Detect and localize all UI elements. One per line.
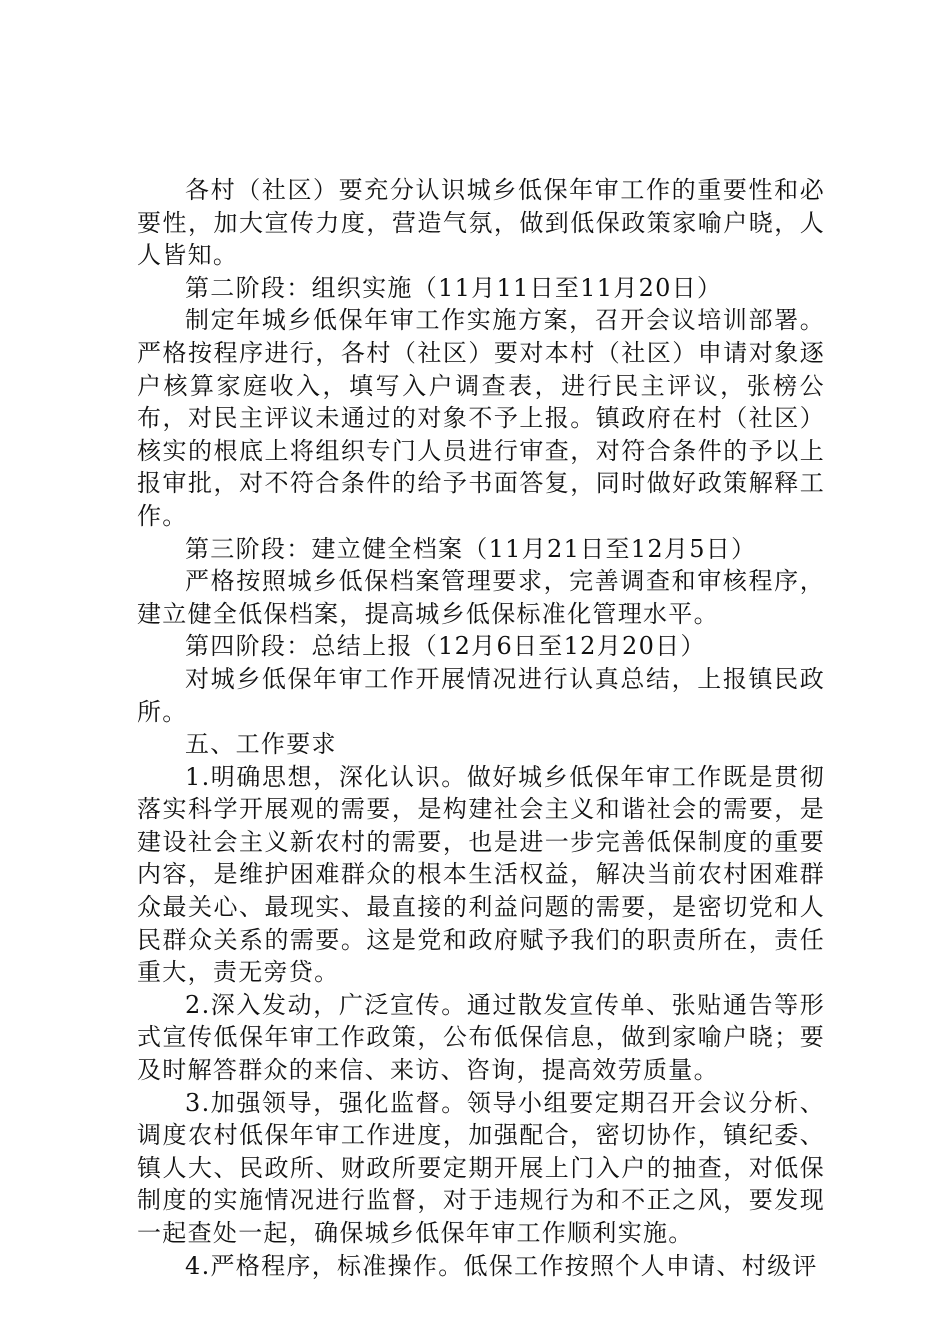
requirement-item-2: 2.深入发动，广泛宣传。通过散发宣传单、张贴通告等形式宣传低保年审工作政策，公布低保信息，做到家喻户晓；要及时解答群众的来信、来访、咨询，提高效劳质量。: [137, 990, 825, 1085]
paragraph-publicity: 各村（社区）要充分认识城乡低保年审工作的重要性和必要性，加大宣传力度，营造气氛，做到低保政策家喻户晓，人人皆知。: [137, 176, 825, 270]
section-heading-requirements: 五、工作要求: [185, 730, 337, 759]
stage-three-heading: 第三阶段：建立健全档案（11月21日至12月5日）: [185, 534, 757, 563]
paragraph-stage-two: 制定年城乡低保年审工作实施方案，召开会议培训部署。严格按程序进行，各村（社区）要对本村（社区）申请对象逐户核算家庭收入，填写入户调查表，进行民主评议，张榜公布，对民主评议未通过的对象不予上报。镇政府在村（社区）核实的根底上将组织专门人员进行审查，对符合条件的予以上报审批，对不符合条件的给予书面答复，同时做好政策解释工作。: [137, 306, 825, 530]
requirement-item-4: 4.严格程序，标准操作。低保工作按照个人申请、村级评: [185, 1251, 818, 1280]
requirement-item-3: 3.加强领导，强化监督。领导小组要定期召开会议分析、调度农村低保年审工作进度，加强配合，密切协作，镇纪委、镇人大、民政所、财政所要定期开展上门入户的抽查，对低保制度的实施情况进行监督，对于违规行为和不正之风，要发现一起查处一起，确保城乡低保年审工作顺利实施。: [137, 1088, 825, 1247]
requirement-item-1: 1.明确思想，深化认识。做好城乡低保年审工作既是贯彻落实科学开展观的需要，是构建社会主义和谐社会的需要，是建设社会主义新农村的需要，也是进一步完善低保制度的重要内容，是维护困难群众的根本生活权益，解决当前农村困难群众最关心、最现实、最直接的利益问题的需要，是密切党和人民群众关系的需要。这是党和政府赋予我们的职责所在，责任重大，责无旁贷。: [137, 762, 825, 987]
stage-two-heading: 第二阶段：组织实施（11月11日至11月20日）: [185, 273, 723, 302]
paragraph-stage-four: 对城乡低保年审工作开展情况进行认真总结，上报镇民政所。: [137, 664, 825, 726]
paragraph-stage-three: 严格按照城乡低保档案管理要求，完善调查和审核程序，建立健全低保档案，提高城乡低保标准化管理水平。: [137, 567, 825, 628]
document-body: [137, 174, 825, 1282]
stage-four-heading: 第四阶段：总结上报（12月6日至12月20日）: [185, 632, 706, 661]
